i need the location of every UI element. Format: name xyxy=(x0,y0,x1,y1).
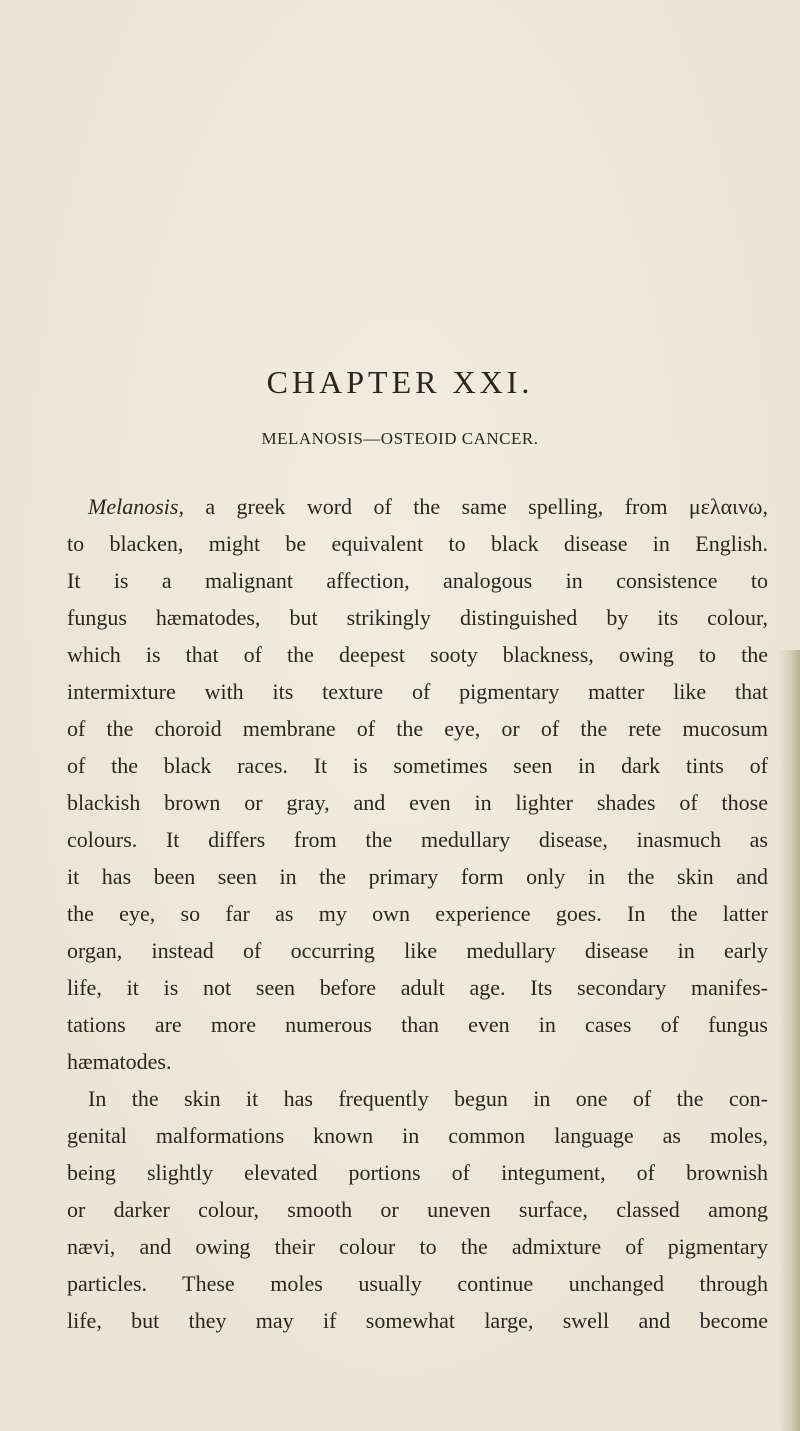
text-line: or darker colour, smooth or uneven surface, classed among xyxy=(67,1197,768,1222)
text-line: blackish brown or gray, and even in lighter shades of those xyxy=(67,790,768,815)
text-line: In the skin it has frequently begun in one of the con- xyxy=(88,1086,768,1111)
body-text xyxy=(67,488,768,1339)
section-heading: MELANOSIS—OSTEOID CANCER. xyxy=(261,429,539,448)
text-line: nævi, and owing their colour to the admixture of pigmentary xyxy=(67,1234,768,1259)
defined-term: Melanosis, xyxy=(88,494,184,519)
chapter-heading: CHAPTER XXI. xyxy=(266,364,534,400)
text-line: fungus hæmatodes, but strikingly distinguished by its colour, xyxy=(67,605,768,630)
text-line: It is a malignant affection, analogous in consistence to xyxy=(67,568,768,593)
text-line: tations are more numerous than even in cases of fungus xyxy=(67,1012,768,1037)
text-line: the eye, so far as my own experience goes. In the latter xyxy=(67,901,768,926)
text-line: being slightly elevated portions of integument, of brownish xyxy=(67,1160,768,1185)
text-line: intermixture with its texture of pigmentary matter like that xyxy=(67,679,768,704)
text-line: to blacken, might be equivalent to black disease in English. xyxy=(67,531,768,556)
text-line: hæmatodes. xyxy=(67,1049,172,1074)
text-line: genital malformations known in common language as moles, xyxy=(67,1123,768,1148)
text-line: organ, instead of occurring like medullary disease in early xyxy=(67,938,768,963)
text-line: life, it is not seen before adult age. Its secondary manifes- xyxy=(67,975,768,1000)
text-line: of the black races. It is sometimes seen in dark tints of xyxy=(67,753,768,778)
text-line: of the choroid membrane of the eye, or of the rete mucosum xyxy=(67,716,768,741)
text-line: life, but they may if somewhat large, swell and become xyxy=(67,1308,768,1333)
text-line: particles. These moles usually continue unchanged through xyxy=(67,1271,768,1296)
text-line: colours. It differs from the medullary disease, inasmuch as xyxy=(67,827,768,852)
text-line: Melanosis, a greek word of the same spelling, from μελαινω, xyxy=(88,494,768,519)
text-line: it has been seen in the primary form only in the skin and xyxy=(67,864,768,889)
page-edge-shadow xyxy=(778,650,800,1431)
text-line: which is that of the deepest sooty blackness, owing to the xyxy=(67,642,768,667)
